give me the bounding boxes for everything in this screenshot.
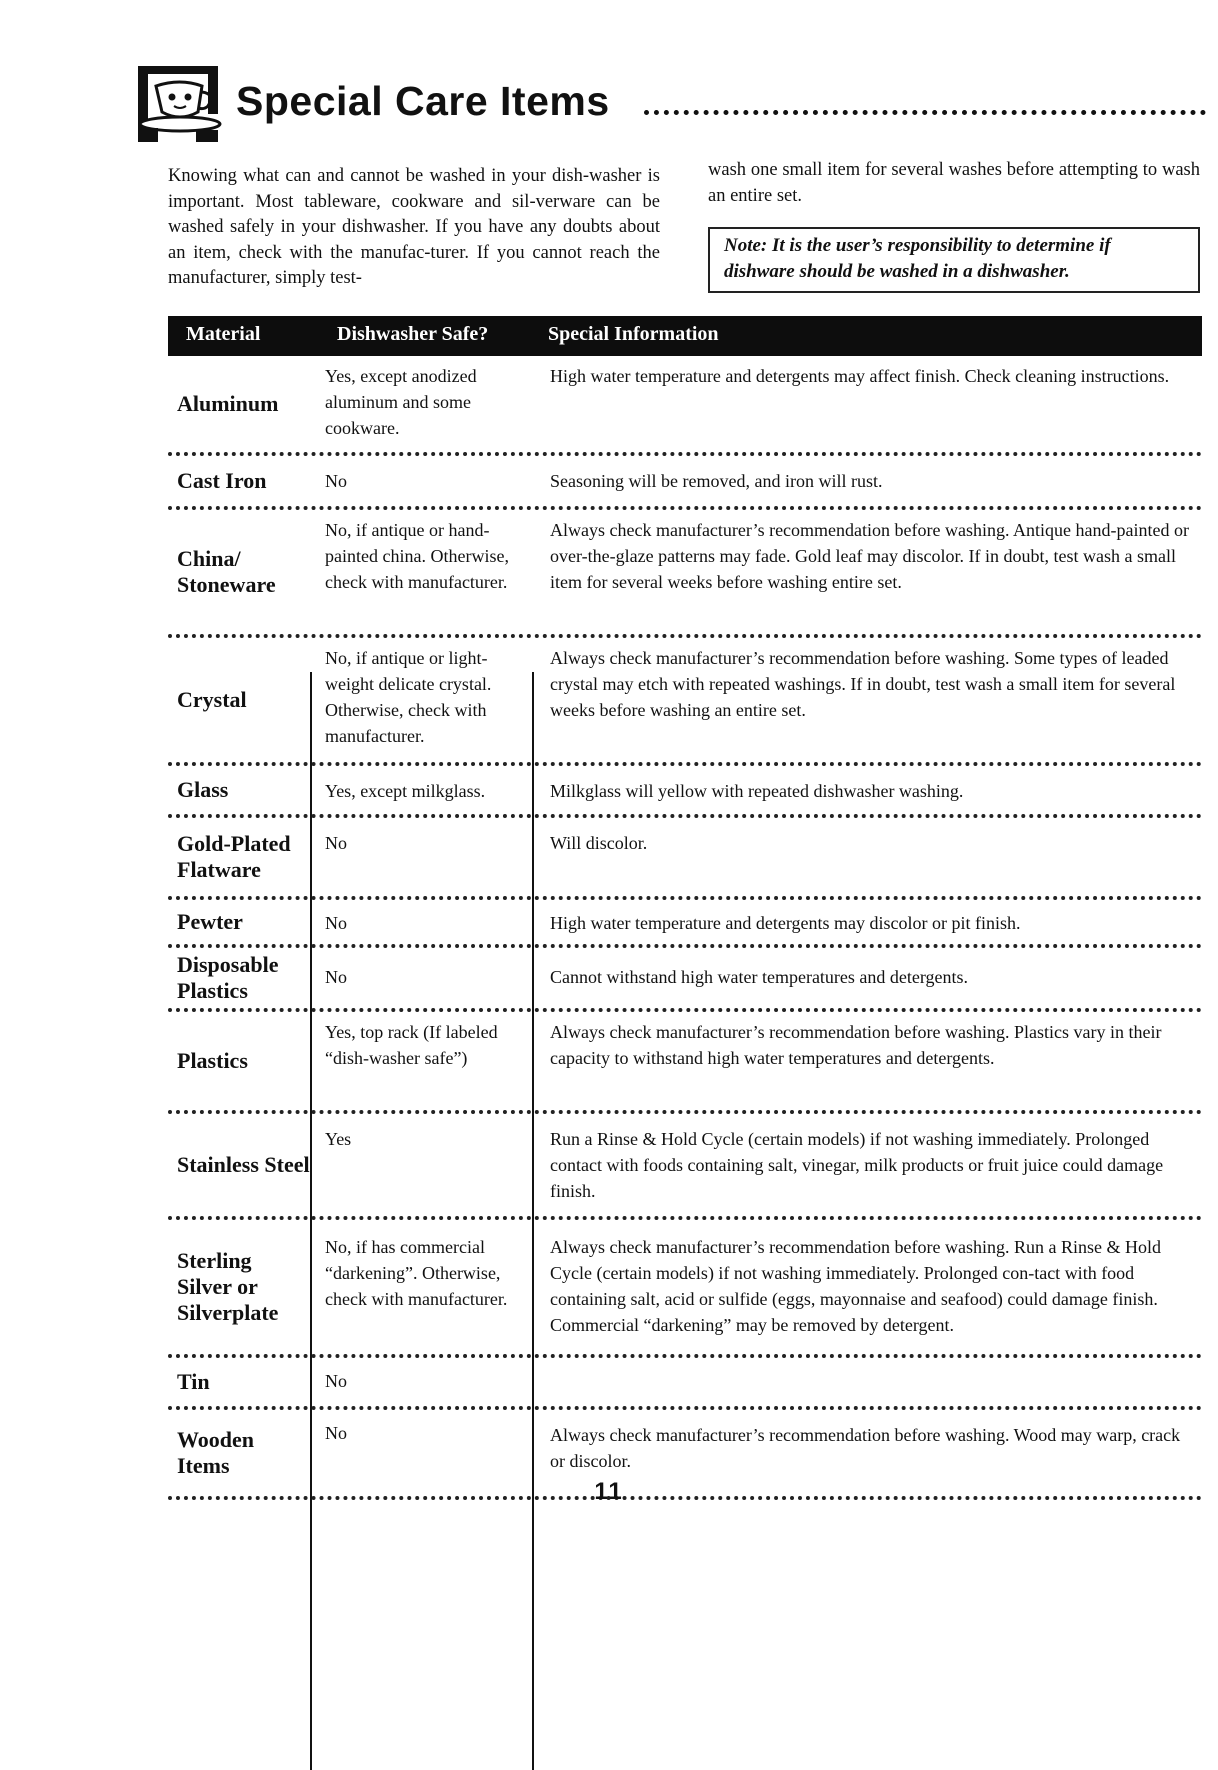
- page-number: 11: [594, 1478, 624, 1505]
- row-special-information: Will discolor.: [550, 833, 648, 853]
- row-special-information: High water temperature and detergents may affect finish. Check cleaning instructions.: [550, 366, 1170, 386]
- row-special-information: Run a Rinse & Hold Cycle (certain models) if not washing immediately. Prolonged contact with foods containing salt, vinegar, milk products or fruit juice could damage finish.: [550, 1129, 1164, 1201]
- row-special-information: Always check manufacturer’s recommendation before washing. Some types of leaded crystal may etch with repeated washings. If in doubt, test wash a small item for several weeks before washing an entire set.: [550, 648, 1176, 720]
- row-material: Glass: [177, 777, 229, 802]
- care-items-table: [168, 316, 1202, 1478]
- row-dishwasher-safe: No, if has commercial “darkening”. Otherwise, check with manufacturer.: [325, 1237, 508, 1309]
- row-material: Gold-Plated Flatware: [177, 831, 291, 882]
- row-material: Tin: [177, 1369, 210, 1394]
- row-material: China/ Stoneware: [177, 546, 276, 597]
- note-box: [708, 227, 1200, 293]
- row-special-information: Seasoning will be removed, and iron will rust.: [550, 471, 883, 491]
- row-material: Plastics: [177, 1048, 248, 1073]
- row-dishwasher-safe: Yes: [325, 1129, 352, 1149]
- row-dishwasher-safe: No: [325, 1371, 347, 1391]
- row-material: Stainless Steel: [177, 1152, 310, 1177]
- table-row: [168, 638, 1202, 766]
- row-special-information: Cannot withstand high water temperatures and detergents.: [550, 967, 969, 987]
- table-row: [168, 1358, 1202, 1410]
- table-row: [168, 456, 1202, 510]
- row-dishwasher-safe: No: [325, 913, 347, 933]
- page-header: [136, 64, 1206, 144]
- table-row: [168, 356, 1202, 456]
- row-material: Aluminum: [177, 391, 279, 416]
- row-special-information: [533, 1358, 1202, 1406]
- column-divider: [532, 672, 534, 1770]
- table-row: [168, 1220, 1202, 1358]
- table-row: [168, 1012, 1202, 1114]
- row-material: Crystal: [177, 687, 247, 712]
- column-divider: [310, 672, 312, 1770]
- row-dishwasher-safe: No: [325, 471, 347, 491]
- teacup-icon: [136, 64, 222, 144]
- row-dishwasher-safe: No: [325, 967, 347, 987]
- row-dishwasher-safe: No: [325, 1423, 347, 1443]
- row-dishwasher-safe: No, if antique or hand-painted china. Otherwise, check with manufacturer.: [325, 520, 509, 592]
- table-row: [168, 948, 1202, 1012]
- row-special-information: Always check manufacturer’s recommendation before washing. Plastics vary in their capacity to withstand high water temperatures and detergents.: [550, 1022, 1162, 1068]
- row-dishwasher-safe: No: [325, 833, 347, 853]
- header-material: Material: [186, 323, 261, 345]
- row-dishwasher-safe: Yes, except anodized aluminum and some cookware.: [325, 366, 477, 438]
- row-special-information: High water temperature and detergents may discolor or pit finish.: [550, 913, 1021, 933]
- table-row: [168, 818, 1202, 900]
- row-special-information: Always check manufacturer’s recommendation before washing. Wood may warp, crack or discolor.: [550, 1425, 1181, 1471]
- row-material: Pewter: [177, 909, 243, 934]
- row-special-information: Milkglass will yellow with repeated dishwasher washing.: [550, 781, 964, 801]
- row-dishwasher-safe: Yes, top rack (If labeled “dish-washer safe”): [325, 1022, 498, 1068]
- header-special-information: Special Information: [548, 323, 719, 345]
- row-dishwasher-safe: Yes, except milkglass.: [325, 781, 486, 801]
- table-row: [168, 766, 1202, 818]
- table-row: [168, 1114, 1202, 1220]
- table-row: [168, 510, 1202, 638]
- page-title: Special Care Items: [236, 78, 610, 124]
- title-dot-leader: [644, 110, 1206, 115]
- table-header: [168, 316, 1202, 356]
- note-text: Note: It is the user’s responsibility to determine if dishware should be washed in a dishwasher.: [724, 235, 1111, 282]
- table-row: [168, 900, 1202, 948]
- row-material: Disposable Plastics: [177, 952, 279, 1003]
- row-material: Cast Iron: [177, 468, 267, 493]
- row-special-information: Always check manufacturer’s recommendation before washing. Run a Rinse & Hold Cycle (certain models) if not washing immediately. Prolonged con-tact with food containing salt, acid or sulfide (eggs, mayonnaise and seafood) could damage finish. Commercial “darkening” may be removed by detergent.: [550, 1237, 1161, 1335]
- row-material: Sterling Silver or Silverplate: [177, 1248, 279, 1325]
- header-dishwasher-safe: Dishwasher Safe?: [337, 323, 489, 345]
- row-dishwasher-safe: No, if antique or light-weight delicate crystal. Otherwise, check with manufacturer.: [325, 648, 492, 746]
- row-special-information: Always check manufacturer’s recommendation before washing. Antique hand-painted or over-the-glaze patterns may fade. Gold leaf may discolor. If in doubt, test wash a small item for several weeks before washing entire set.: [550, 520, 1189, 592]
- row-material: Wooden Items: [177, 1427, 255, 1478]
- intro-paragraph-left: Knowing what can and cannot be washed in your dish-washer is important. Most tableware, cookware and sil-verware can be washed safely in your dishwasher. If you have any doubts about an item, check with the manufac-turer. If you cannot reach the manufacturer, simply test-: [168, 166, 660, 288]
- intro-paragraph-right: wash one small item for several washes before attempting to wash an entire set.: [708, 160, 1200, 206]
